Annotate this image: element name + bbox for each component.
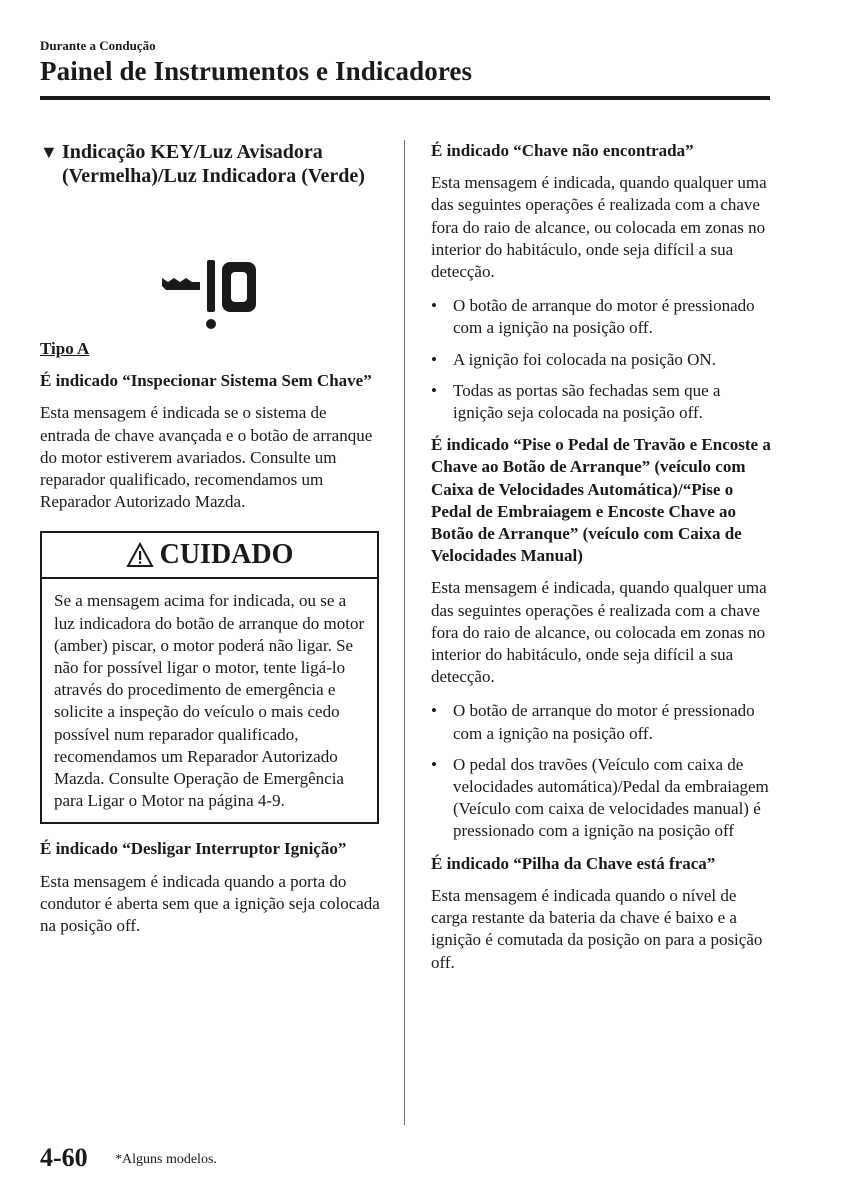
- pise-bullet-list: [431, 700, 771, 842]
- title-rule: [40, 96, 770, 100]
- caution-text: Se a mensagem acima for indicada, ou se a luz indicadora do botão de arranque do motor (amber) piscar, o motor poderá não ligar. Se não for possível ligar o motor, tente ligá-lo através do procedimento de emergência e solicite a inspeção do veículo o mais cedo possível num reparador qualificado, recomendamos um Reparador Autorizado Mazda. Consulte Operação de Emergência para Ligar o Motor na página 4-9.: [54, 591, 365, 811]
- chave-heading: É indicado “Chave não encontrada”: [431, 141, 694, 160]
- right-column: [431, 140, 771, 986]
- caution-header: [42, 533, 377, 579]
- section-label: Durante a Condução: [40, 38, 156, 53]
- chave-bullet-list: [431, 295, 771, 424]
- page-title: Painel de Instrumentos e Indicadores: [40, 56, 473, 86]
- pilha-heading: É indicado “Pilha da Chave está fraca”: [431, 853, 716, 873]
- inspecionar-heading: É indicado “Inspecionar Sistema Sem Chave”: [40, 371, 372, 391]
- left-column: [40, 140, 380, 949]
- key-icon-container: [40, 188, 380, 338]
- section-heading: [40, 140, 380, 188]
- list-item: • O botão de arranque do motor é pressionado com a ignição na posição off.: [431, 296, 755, 338]
- pise-text: Esta mensagem é indicada, quando qualquer uma das seguintes operações é realizada com a chave fora do raio de alcance, ou colocada em zonas no interior do habitáculo, onde seja difícil a sua detecção.: [431, 578, 767, 687]
- key-warning-icon: [160, 256, 260, 336]
- triangle-bullet-icon: ▼: [40, 142, 58, 162]
- chave-text: Esta mensagem é indicada, quando qualquer uma das seguintes operações é realizada com a chave fora do raio de alcance, ou colocada em zonas no interior do habitáculo, onde seja difícil a sua detecção.: [431, 173, 767, 282]
- column-divider: [404, 140, 405, 1125]
- warning-triangle-icon: [126, 542, 154, 568]
- caution-box: [40, 531, 379, 824]
- pise-heading: É indicado “Pise o Pedal de Travão e Encoste a Chave ao Botão de Arranque” (veículo com Caixa de Velocidades Automática)/“Pise o Pedal de Embraiagem e Encoste Chave ao Botão de Arranque” (veículo com Caixa de Velocidades Manual): [431, 435, 771, 566]
- pilha-text: Esta mensagem é indicada quando o nível de carga restante da bateria da chave é baixo e a ignição é comutada da posição on para a posição off.: [431, 885, 763, 972]
- footnote: *Alguns modelos.: [115, 1152, 217, 1167]
- caution-title: CUIDADO: [159, 539, 294, 571]
- desligar-text: Esta mensagem é indicada quando a porta do condutor é aberta sem que a ignição seja colocada na posição off.: [40, 871, 380, 936]
- list-item: • A ignição foi colocada na posição ON.: [431, 349, 716, 369]
- page-number: 4-60: [40, 1143, 88, 1172]
- list-item: • O pedal dos travões (Veículo com caixa de velocidades automática)/Pedal da embraiagem (Veículo com caixa de velocidades manual) é pressionado com a ignição na posição off: [431, 754, 769, 841]
- section-heading-text: Indicação KEY/Luz Avisadora (Vermelha)/Luz Indicadora (Verde): [62, 141, 365, 187]
- list-item: • O botão de arranque do motor é pressionado com a ignição na posição off.: [431, 701, 755, 743]
- tipo-label: Tipo A: [40, 339, 90, 358]
- desligar-heading: É indicado “Desligar Interruptor Ignição”: [40, 839, 347, 859]
- list-item: • Todas as portas são fechadas sem que a ignição seja colocada na posição off.: [431, 380, 721, 423]
- inspecionar-text: Esta mensagem é indicada se o sistema de entrada de chave avançada e o botão de arranque do motor estiverem avariados. Consulte um reparador qualificado, recomendamos um Reparador Autorizado Mazda.: [40, 403, 373, 512]
